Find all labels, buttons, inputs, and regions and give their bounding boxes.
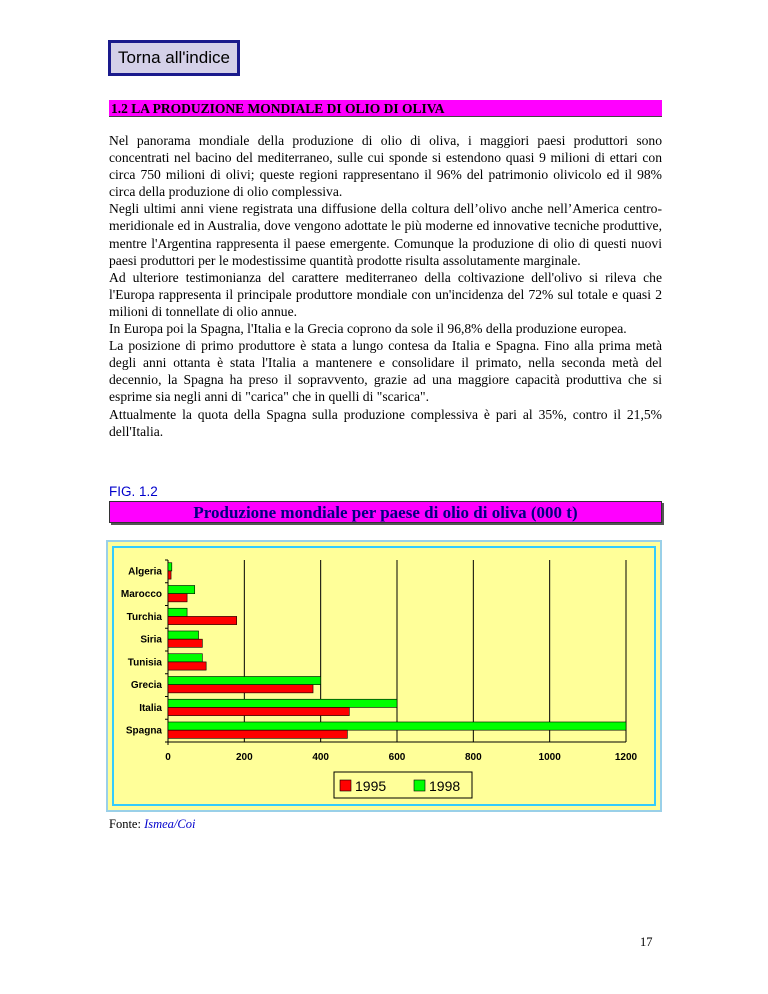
category-label: Spagna [125, 725, 162, 737]
bar-1995-spagna [168, 730, 347, 738]
bar-1998-spagna [168, 722, 626, 730]
category-label: Marocco [120, 589, 162, 601]
x-tick-label: 200 [235, 752, 253, 763]
x-tick-label: 400 [312, 752, 330, 763]
x-tick-label: 600 [388, 752, 406, 763]
figure-label: FIG. 1.2 [109, 484, 158, 499]
figure-title: Produzione mondiale per paese di olio di oliva (000 t) [109, 501, 662, 523]
bar-1995-siria [168, 639, 202, 647]
body-text [109, 132, 662, 440]
paragraph: Ad ulteriore testimonianza del carattere mediterraneo della coltivazione dell'olivo si rileva che l'Europa rappresenta il principale produttore mondiale con un'incidenza del 72% sul totale e quasi 2 milioni di tonnellate di olio annue. [109, 269, 662, 319]
page-number: 17 [640, 935, 653, 949]
bar-1995-algeria [168, 571, 171, 579]
source-name: Ismea/Coi [144, 817, 196, 831]
paragraph: In Europa poi la Spagna, l'Italia e la Grecia coprono da sole il 96,8% della produzione europea. [109, 321, 627, 337]
bar-1998-siria [168, 631, 199, 639]
legend-label-1995: 1995 [355, 778, 387, 794]
figure-source [109, 817, 195, 832]
legend-label-1998: 1998 [429, 778, 461, 794]
bar-1998-turchia [168, 608, 187, 616]
x-tick-label: 0 [165, 752, 171, 763]
paragraph: La posizione di primo produttore è stata a lungo contesa da Italia e Spagna. Fino alla prima metà degli anni ottanta è stata l'Italia a mantenere e consolidare il primato, nella seconda metà del decennio, la Spagna ha preso il sopravvento, grazie ad una maggiore capacità produttiva che si esprime sia negli anni di "carica" che in quelli di "scarica". [109, 338, 662, 405]
chart-frame [106, 540, 662, 812]
bar-chart [108, 542, 660, 810]
section-title: 1.2 LA PRODUZIONE MONDIALE DI OLIO DI OLIVA [109, 100, 662, 117]
legend-swatch-1995 [340, 780, 351, 791]
bar-1995-grecia [168, 685, 313, 693]
paragraph: Attualmente la quota della Spagna sulla produzione complessiva è pari al 35%, contro il 21,5% dell'Italia. [109, 406, 662, 439]
source-prefix: Fonte: [109, 817, 145, 831]
bar-1998-grecia [168, 676, 321, 684]
x-tick-label: 1200 [614, 752, 638, 763]
category-label: Algeria [128, 566, 162, 578]
category-label: Siria [140, 634, 162, 646]
bar-1995-tunisia [168, 662, 206, 670]
bar-1995-marocco [168, 594, 187, 602]
category-label: Turchia [126, 611, 162, 623]
category-label: Tunisia [127, 657, 162, 669]
category-label: Italia [139, 702, 162, 714]
bar-1995-italia [168, 707, 349, 715]
bar-1998-marocco [168, 585, 195, 593]
legend-swatch-1998 [414, 780, 425, 791]
bar-1998-italia [168, 699, 397, 707]
bar-1998-tunisia [168, 654, 202, 662]
x-tick-label: 1000 [538, 752, 561, 763]
paragraph: Negli ultimi anni viene registrata una diffusione della coltura dell’olivo anche nell’America centro-meridionale ed in Australia, dove vengono adottate le più moderne ed innovative tecniche produttive, mentre l'Argentina rappresenta il paese emergente. Comunque la produzione di olio di questi nuovi paesi produttori per le modestissime quantità prodotte risulta assolutamente marginale. [109, 201, 662, 268]
category-label: Grecia [130, 680, 162, 692]
bar-1998-algeria [168, 563, 172, 571]
x-tick-label: 800 [464, 752, 482, 763]
bar-1995-turchia [168, 616, 237, 624]
paragraph: Nel panorama mondiale della produzione di olio di oliva, i maggiori paesi produttori sono concentrati nel bacino del mediterraneo, sulle cui sponde si estendono quasi 9 milioni di ettari con circa 750 milioni di olivi; queste regioni rappresentano il 96% del patrimonio olivicolo ed il 98% circa della produzione di olio complessiva. [109, 133, 662, 200]
back-to-index-button[interactable]: Torna all'indice [108, 40, 240, 76]
